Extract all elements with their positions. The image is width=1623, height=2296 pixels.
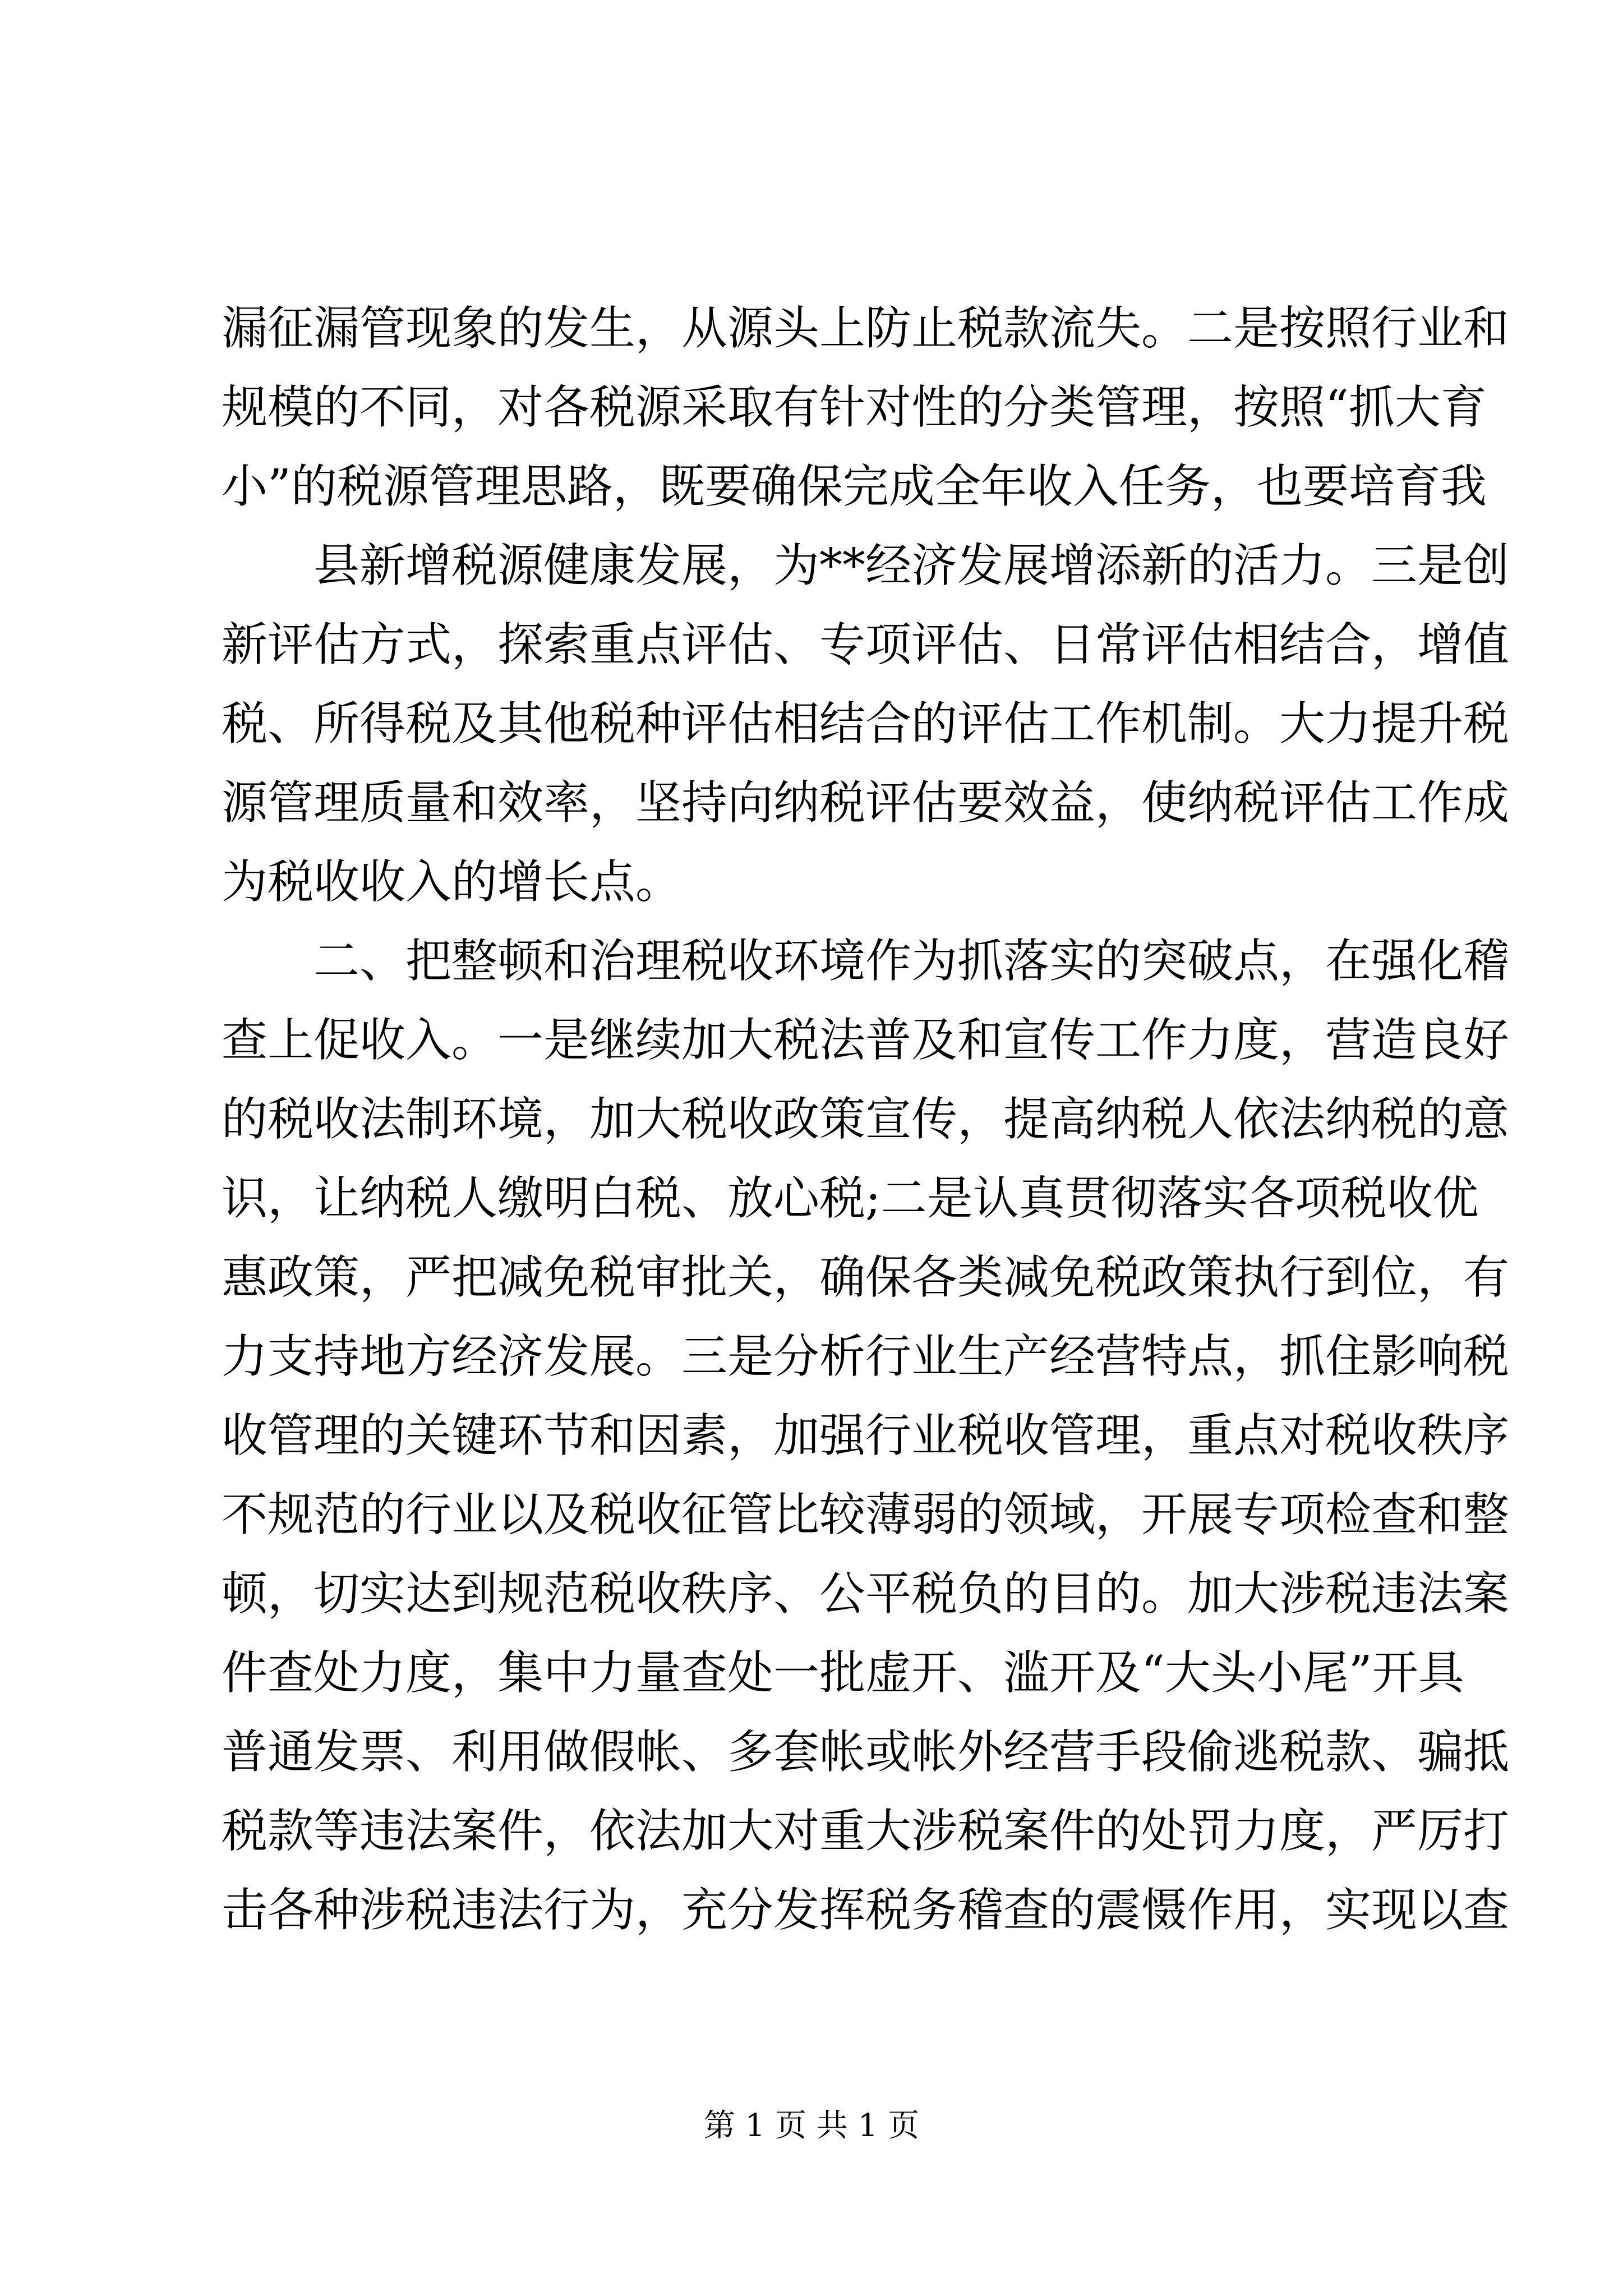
text-line: 税、所得税及其他税种评估相结合的评估工作机制。大力提升税 (222, 697, 1510, 751)
text-line: 普通发票、利用做假帐、多套帐或帐外经营手段偷逃税款、骗抵 (222, 1726, 1510, 1779)
text-line: 源管理质量和效率，坚持向纳税评估要效益，使纳税评估工作成 (222, 776, 1510, 830)
text-line: 小”的税源管理思路，既要确保完成全年收入任务，也要培育我 (222, 460, 1487, 513)
text-line: 不规范的行业以及税收征管比较薄弱的领域，开展专项检查和整 (222, 1488, 1510, 1542)
text-line: 新评估方式，探索重点评估、专项评估、日常评估相结合，增值 (222, 618, 1510, 671)
text-line: 二、把整顿和治理税收环境作为抓落实的突破点，在强化稽 (313, 935, 1510, 988)
text-line: 力支持地方经济发展。三是分析行业生产经营特点，抓住影响税 (222, 1330, 1510, 1383)
text-line: 惠政策，严把减免税审批关，确保各类减免税政策执行到位，有 (222, 1251, 1510, 1304)
text-line: 查上促收入。一是继续加大税法普及和宣传工作力度，营造良好 (222, 1014, 1510, 1067)
page-footer: 第 1 页 共 1 页 (703, 2108, 920, 2144)
text-line: 税款等违法案件，依法加大对重大涉税案件的处罚力度，严厉打 (222, 1805, 1510, 1858)
body-text (222, 289, 1510, 1950)
text-line: 县新增税源健康发展，为**经济发展增添新的活力。三是创 (313, 539, 1510, 592)
text-line: 漏征漏管现象的发生，从源头上防止税款流失。二是按照行业和 (222, 302, 1510, 355)
text-line: 击各种涉税违法行为，充分发挥税务稽查的震慑作用，实现以查 (222, 1884, 1510, 1937)
text-line: 收管理的关键环节和因素，加强行业税收管理，重点对税收秩序 (222, 1409, 1510, 1462)
text-line: 顿，切实达到规范税收秩序、公平税负的目的。加大涉税违法案 (222, 1567, 1510, 1621)
text-line: 为税收收入的增长点。 (222, 855, 682, 909)
text-line: 规模的不同，对各税源采取有针对性的分类管理，按照“抓大育 (222, 381, 1487, 434)
text-line: 识，让纳税人缴明白税、放心税;二是认真贯彻落实各项税收优 (222, 1172, 1479, 1225)
text-line: 件查处力度，集中力量查处一批虚开、滥开及“大头小尾”开具 (222, 1646, 1464, 1700)
text-line: 的税收法制环境，加大税收政策宣传，提高纳税人依法纳税的意 (222, 1093, 1510, 1146)
